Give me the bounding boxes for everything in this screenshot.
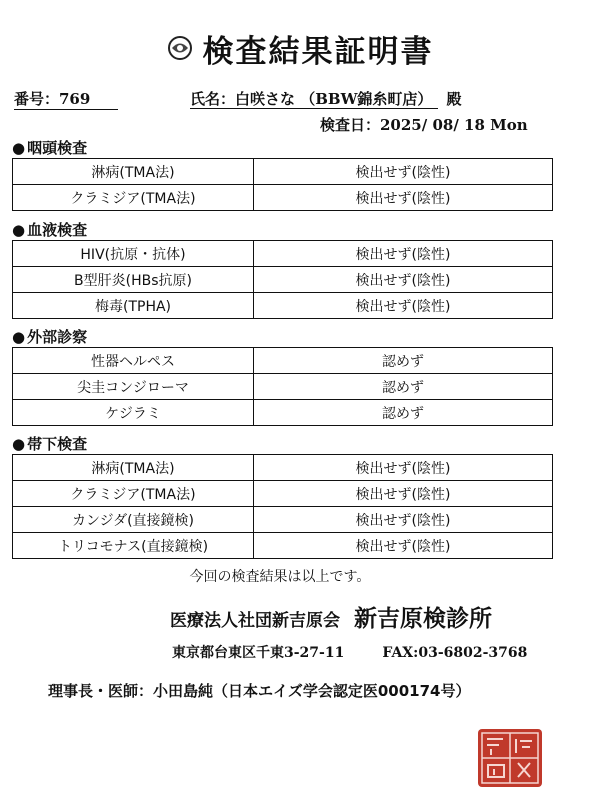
test-item: トリコモナス(直接鏡検) [13, 533, 254, 559]
section-heading-external: ● 外部診察 [12, 328, 88, 346]
clinic-emblem-icon [167, 35, 193, 61]
section-heading-blood: ● 血液検査 [12, 221, 88, 239]
test-item: ケジラミ [13, 400, 254, 426]
table-row [13, 293, 553, 319]
test-item: HIV(抗原・抗体) [13, 241, 254, 267]
table-row [13, 507, 553, 533]
document-title: 検査結果証明書 [202, 33, 434, 70]
table-row [13, 185, 553, 211]
contact-line [172, 642, 527, 662]
seal-stamp [476, 727, 544, 789]
table-row [13, 481, 553, 507]
results-table-throat [12, 158, 553, 211]
test-result: 検出せず(陰性) [254, 267, 553, 293]
test-result: 認めず [254, 348, 553, 374]
table-row [13, 267, 553, 293]
test-item: カンジダ(直接鏡検) [13, 507, 254, 533]
table-row [13, 400, 553, 426]
director-line: 理事長・医師：小田島純（日本エイズ学会認定医000174号） [48, 682, 471, 700]
table-row [13, 533, 553, 559]
results-table-discharge [12, 454, 553, 559]
test-item: B型肝炎(HBs抗原) [13, 267, 254, 293]
test-item: 性器ヘルペス [13, 348, 254, 374]
test-item: クラミジア(TMA法) [13, 185, 254, 211]
section-bullet: ● [12, 221, 26, 239]
test-result: 検出せず(陰性) [254, 455, 553, 481]
closing-statement: 今回の検査結果は以上です。 [189, 569, 371, 585]
table-row [13, 374, 553, 400]
table-row [13, 348, 553, 374]
table-row [13, 455, 553, 481]
test-result: 検出せず(陰性) [254, 533, 553, 559]
section-bullet: ● [12, 435, 26, 453]
section-bullet: ● [12, 139, 26, 157]
clinic-name: 新吉原検診所 [354, 606, 492, 632]
exam-date: 検査日：2025/ 08/ 18 Mon [320, 116, 528, 134]
corporation-name: 医療法人社団新吉原会 [170, 611, 340, 631]
test-result: 検出せず(陰性) [254, 507, 553, 533]
test-result: 検出せず(陰性) [254, 241, 553, 267]
table-row [13, 159, 553, 185]
test-item: 梅毒(TPHA) [13, 293, 254, 319]
test-result: 検出せず(陰性) [254, 481, 553, 507]
certificate-number: 番号：769 [14, 88, 118, 110]
test-result: 検出せず(陰性) [254, 159, 553, 185]
test-item: 淋病(TMA法) [13, 455, 254, 481]
clinic-address: 東京都台東区千東3-27-11 [172, 645, 345, 661]
organization-line [170, 600, 492, 633]
test-result: 認めず [254, 374, 553, 400]
table-row [13, 241, 553, 267]
title-row [0, 28, 600, 68]
results-table-blood [12, 240, 553, 319]
test-result: 検出せず(陰性) [254, 293, 553, 319]
patient-name: 氏名：白咲さな （BBW錦糸町店） [190, 90, 438, 109]
section-heading-discharge: ● 帯下検査 [12, 435, 88, 453]
test-result: 認めず [254, 400, 553, 426]
section-bullet: ● [12, 328, 26, 346]
test-item: クラミジア(TMA法) [13, 481, 254, 507]
clinic-fax: FAX:03-6802-3768 [382, 645, 528, 661]
test-item: 淋病(TMA法) [13, 159, 254, 185]
test-result: 検出せず(陰性) [254, 185, 553, 211]
results-table-external [12, 347, 553, 426]
patient-name-line [190, 88, 461, 109]
test-item: 尖圭コンジローマ [13, 374, 254, 400]
honorific-suffix: 殿 [446, 90, 462, 108]
section-heading-throat: ● 咽頭検査 [12, 139, 88, 157]
